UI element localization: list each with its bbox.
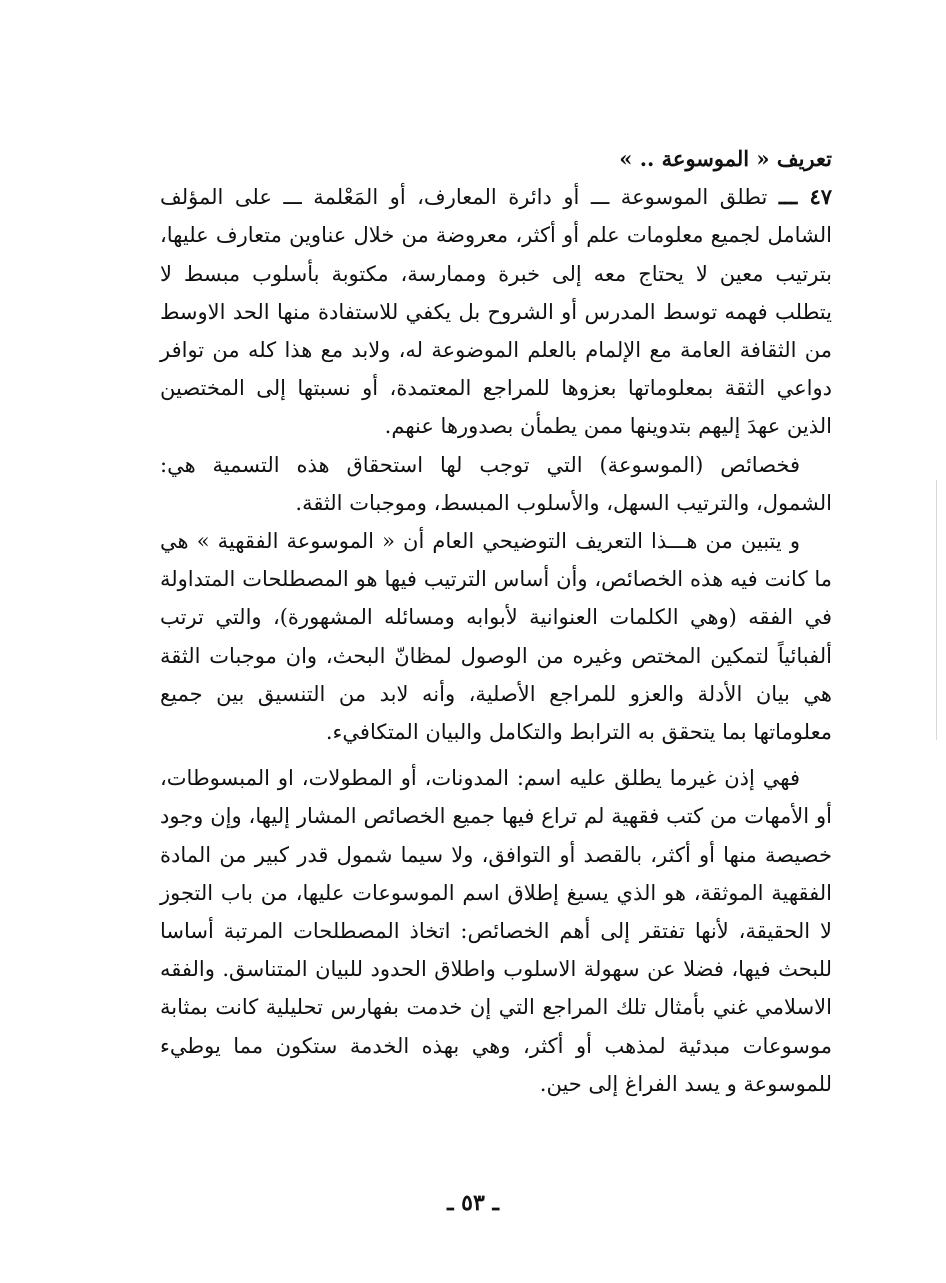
scan-edge-mark bbox=[936, 480, 937, 740]
paragraph-other-works: فهي إذن غيرما يطلق عليه اسم: المدونات، أو المطولات، او المبسوطات، أو الأمهات من كتب فقهية لم تراع فيها جميع الخصائص المشار إليها، وإن وجود خصيصة منها أو أكثر، بالقصد أو التوافق، ولا سيما شمول قدر كبير من المادة الفقهية الموثقة، هو الذي يسيغ إطلاق اسم الموسوعات عليها، من باب التجوز لا الحقيقة، لأنها تفتقر إلى أهم الخصائص: اتخاذ المصطلحات المرتبة أساسا للبحث فيها، فضلا عن سهولة الاسلوب واطلاق الحدود للبيان المتناسق. والفقه الاسلامي غني بأمثال تلك المراجع التي إن خدمت بفهارس تحليلية كانت بمثابة موسوعات مبدئية لمذهب أو أكثر، وهي بهذه الخدمة ستكون مما يوطيء للموسوعة و يسد الفراغ إلى حين. bbox=[160, 766, 832, 1096]
paragraph-definition bbox=[160, 178, 832, 445]
section-heading: تعريف « الموسوعة .. » bbox=[619, 146, 832, 171]
page-content bbox=[160, 140, 832, 1103]
paragraph-definition-text: تطلق الموسوعة ـــ أو دائرة المعارف، أو المَعْلمة ـــ على المؤلف الشامل لجميع معلومات علم أو أكثر، معروضة من خلال عناوين متعارف عليها، بترتيب معين لا يحتاج معه إلى خبرة وممارسة، مكتوبة بأسلوب مبسط لا يتطلب فهمه توسط المدرس أو الشروح بل يكفي للاستفادة منها الحد الاوسط من الثقافة العامة مع الإلمام بالعلم الموضوعة له، ولابد مع هذا كله من توافر دواعي الثقة بمعلوماتها بعزوها للمراجع المعتمدة، أو نسبتها إلى المختصين الذين عهدَ إليهم بتدوينها ممن يطمأن بصدورها عنهم. bbox=[160, 185, 832, 439]
paragraph-characteristics: فخصائص (الموسوعة) التي توجب لها استحقاق هذه التسمية هي: الشمول، والترتيب السهل، والأسلوب المبسط، وموجبات الثقة. bbox=[160, 452, 832, 515]
paragraph-number: ٤٧ ـــ bbox=[778, 184, 832, 210]
page-number: ـ ٥٣ ـ bbox=[447, 1190, 499, 1216]
paragraph-fiqh-encyclopedia: و يتبين من هـــذا التعريف التوضيحي العام أن « الموسوعة الفقهية » هي ما كانت فيه هذه الخصائص، وأن أساس الترتيب فيها هو المصطلحات المتداولة في الفقه (وهي الكلمات العنوانية لأبوابه ومسائله المشهورة)، والتي ترتب ألفبائياً لتمكين المختص وغيره من الوصول لمظانّ البحث، وان موجبات الثقة هي بيان الأدلة والعزو للمراجع الأصلية، وأنه لابد من التنسيق بين جميع معلوماتها بما يتحقق به الترابط والتكامل والبيان المتكافيء. bbox=[160, 529, 832, 745]
